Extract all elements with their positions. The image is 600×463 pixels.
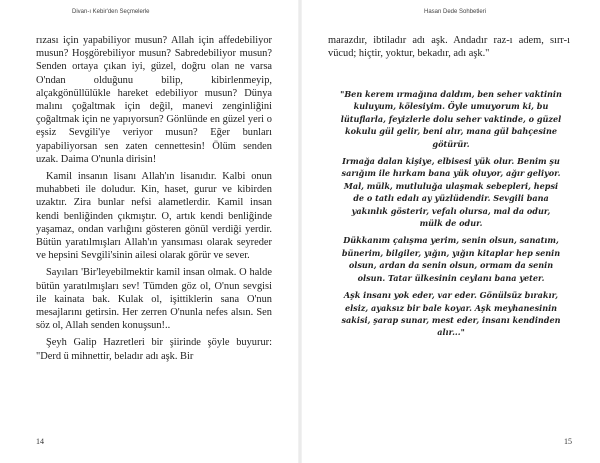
running-header-left: Divan-ı Kebir'den Seçmelerle xyxy=(72,9,150,15)
right-page xyxy=(300,0,600,463)
quote-paragraph: Irmağa dalan kişiye, elbisesi yük olur. Benim şu sarığım ile hırkam bana yük oluyor, ağır geliyor. Mal, mülk, mutluluğa ulaşmak sebepleri, hepsi de o tatlı edalı ay yüzlüdendir. Sevgili bana yakınlık gösterir, vefalı olursa, mal da odur, mülk de odur. xyxy=(341,156,561,229)
quote-paragraph: "Ben kerem ırmağına daldım, ben seher vaktinin kuluyum, kölesiyim. Öyle umuyorum ki, bu lütuflarla, feyizlerle dolu seher vaktinde, o güzel kokulu gül gelir, beni alır, mana gül bahçesine götürür. xyxy=(340,89,562,149)
running-header-right: Hasan Dede Sohbetleri xyxy=(424,9,487,15)
paragraph: rızası için yapabiliyor musun? Allah için affedebiliyor musun? Hoşgörebiliyor musun? Sabredebiliyor musun? Senden ortaya çıkan iyi, güzel, doğru olan ne varsa O'ndan olduğunu bilip, kibirlenmeyip, alçakgönüllülükle hareket edebiliyor musun? Dünya malını çoğaltmak için değil, manevi zenginliğini çoğaltmak için ne yapıyorsun? Gönlünde en güzel yeri o eşsiz Sevgili'ye veriyor musun? Eğer bunları yapabiliyorsan sen zaten cennettesin! Ölüm senden uzak. Daima O'nunla dirisin! xyxy=(36,35,272,165)
paragraph: Şeyh Galip Hazretleri bir şiirinde şöyle buyurur: "Derd ü mihnettir, beladır adı aşk. Bir xyxy=(36,337,272,362)
page-number-right: 15 xyxy=(564,437,572,446)
left-body-text xyxy=(36,34,272,363)
paragraph: Kamil insanın lisanı Allah'ın lisanıdır. Kalbi onun muhabbeti ile doludur. Kin, haset, gurur ve kibirden uzaktır. Zira bunlar nefsi alametlerdir. Kamil insan kendi benliğinden çıkmıştır. O, artık kendi benliğinde yaşamaz, ondan varlığını gösteren gönül verdiği yerdir. Bütün yaratılmışları Allah'ın yansıması olarak seyreder ve hepsini Sevgili'sinin ailesi olarak görür ve sever. xyxy=(36,171,272,262)
paragraph: marazdır, ibtiladır adı aşk. Andadır raz-ı adem, sırr-ı vücud; hiçtir, yoktur, bekadır, adı aşk." xyxy=(328,35,570,60)
page-number-left: 14 xyxy=(36,437,44,446)
quote-paragraph: Aşk insanı yok eder, var eder. Gönülsüz bırakır, elsiz, ayaksız bir bale koyar. Aşk meyhanesinin sakisi, şarap sunar, mest eder, insanı kendinden alır..." xyxy=(341,290,561,338)
right-body-text xyxy=(328,34,570,60)
block-quote xyxy=(340,88,562,344)
paragraph: Sayıları 'Bir'leyebilmektir kamil insan olmak. O halde bütün yaratılmışları sev! Tümden göz ol, O'nun sevgisi ile kainata bak. Kulak ol, işittiklerin sana O'nun mesajlarını getirsin. Her zerren O'nunla nefes alsın. Sen söz ol, Allah senden konuşsun!.. xyxy=(36,267,272,332)
quote-paragraph: Dükkanım çalışma yerim, senin olsun, sanatım, bünerim, bilgiler, yığın, yığın kitaplar hep senin olsun, ardan da senin olsun, ormam da senin olsun. Tatar ülkesinin ceylanı bana yeter. xyxy=(341,235,561,283)
